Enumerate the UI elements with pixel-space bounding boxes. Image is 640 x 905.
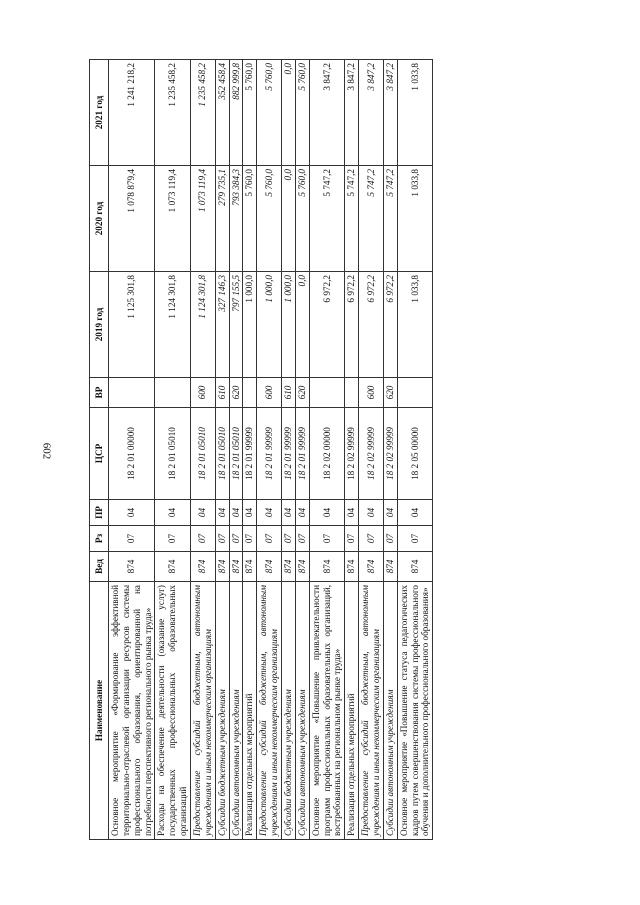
row-2019: 1 125 301,8	[109, 272, 155, 378]
row-2020: 5 760,0	[295, 166, 309, 272]
row-name: Реализация отдельных мероприятий	[243, 582, 257, 840]
row-pr: 04	[243, 500, 257, 526]
row-csr: 18 2 01 05010	[191, 408, 216, 500]
row-vr: 610	[215, 378, 229, 408]
table-row	[229, 60, 243, 840]
row-ved: 874	[191, 552, 216, 582]
row-pr: 04	[345, 500, 359, 526]
page-number: 602	[40, 442, 53, 460]
row-csr: 18 2 02 99999	[345, 408, 359, 500]
row-vr: 610	[282, 378, 296, 408]
row-vr	[243, 378, 257, 408]
row-2021: 3 847,2	[383, 60, 397, 166]
row-rz: 07	[282, 526, 296, 552]
table-row	[155, 60, 191, 840]
row-2020: 1 073 119,4	[191, 166, 216, 272]
header-csr: ЦСР	[90, 408, 109, 500]
row-vr	[109, 378, 155, 408]
row-2020: 793 384,3	[229, 166, 243, 272]
row-pr: 04	[383, 500, 397, 526]
row-csr: 18 2 02 99999	[359, 408, 384, 500]
row-2019: 0,0	[295, 272, 309, 378]
row-pr: 04	[257, 500, 282, 526]
row-vr: 600	[257, 378, 282, 408]
row-pr: 04	[309, 500, 345, 526]
table-row	[309, 60, 345, 840]
table-row	[243, 60, 257, 840]
row-2019: 1 124 301,8	[191, 272, 216, 378]
row-2020: 5 760,0	[243, 166, 257, 272]
row-pr: 04	[191, 500, 216, 526]
row-2021: 352 458,4	[215, 60, 229, 166]
row-2021: 5 760,0	[243, 60, 257, 166]
row-pr: 04	[229, 500, 243, 526]
row-vr	[345, 378, 359, 408]
row-vr: 620	[383, 378, 397, 408]
row-name: Основное мероприятие «Формирование эффективной территориально-отраслевой организации ресурсов системы профессионального образования, ориентированной на потребности перспективного регионального рынка труда»	[109, 582, 155, 840]
row-2019: 6 972,2	[345, 272, 359, 378]
row-ved: 874	[155, 552, 191, 582]
row-name: Субсидии автономным учреждениям	[383, 582, 397, 840]
row-csr: 18 2 01 05010	[229, 408, 243, 500]
row-rz: 07	[359, 526, 384, 552]
row-pr: 04	[215, 500, 229, 526]
header-pr: ПР	[90, 500, 109, 526]
table-row	[109, 60, 155, 840]
row-2021: 1 033,8	[397, 60, 433, 166]
row-name: Субсидии бюджетным учреждениям	[215, 582, 229, 840]
row-name: Расходы на обеспечение деятельности (оказание услуг) государственных профессиональных образовательных организаций	[155, 582, 191, 840]
row-pr: 04	[397, 500, 433, 526]
row-pr: 04	[295, 500, 309, 526]
row-ved: 874	[295, 552, 309, 582]
row-csr: 18 2 01 99999	[295, 408, 309, 500]
row-name: Реализация отдельных мероприятий	[345, 582, 359, 840]
row-pr: 04	[109, 500, 155, 526]
row-vr	[397, 378, 433, 408]
row-rz: 07	[295, 526, 309, 552]
budget-table	[89, 59, 433, 840]
row-ved: 874	[345, 552, 359, 582]
row-pr: 04	[155, 500, 191, 526]
row-ved: 874	[229, 552, 243, 582]
table-row	[282, 60, 296, 840]
row-ved: 874	[383, 552, 397, 582]
row-2020: 1 078 879,4	[109, 166, 155, 272]
row-2020: 5 747,2	[359, 166, 384, 272]
row-2019: 6 972,2	[359, 272, 384, 378]
table-header-row	[90, 60, 109, 840]
row-vr: 620	[229, 378, 243, 408]
row-2021: 1 235 458,2	[155, 60, 191, 166]
row-rz: 07	[345, 526, 359, 552]
row-name: Предоставление субсидий бюджетным, автономным учреждениям и иным некоммерческим организациям	[257, 582, 282, 840]
row-csr: 18 2 02 99999	[383, 408, 397, 500]
header-2019: 2019 год	[90, 272, 109, 378]
row-ved: 874	[215, 552, 229, 582]
row-2021: 3 847,2	[359, 60, 384, 166]
row-ved: 874	[257, 552, 282, 582]
row-rz: 07	[257, 526, 282, 552]
row-rz: 07	[309, 526, 345, 552]
table-row	[359, 60, 384, 840]
row-2019: 797 155,5	[229, 272, 243, 378]
row-ved: 874	[109, 552, 155, 582]
row-rz: 07	[109, 526, 155, 552]
header-vr: ВР	[90, 378, 109, 408]
header-name: Наименование	[90, 582, 109, 840]
header-2021: 2021 год	[90, 60, 109, 166]
row-csr: 18 2 01 99999	[243, 408, 257, 500]
row-rz: 07	[155, 526, 191, 552]
row-pr: 04	[359, 500, 384, 526]
row-2021: 5 760,0	[295, 60, 309, 166]
row-name: Субсидии автономным учреждениям	[295, 582, 309, 840]
row-2019: 1 033,8	[397, 272, 433, 378]
row-rz: 07	[383, 526, 397, 552]
row-2021: 1 235 458,2	[191, 60, 216, 166]
header-rz: Рз	[90, 526, 109, 552]
row-csr: 18 2 01 99999	[257, 408, 282, 500]
row-rz: 07	[243, 526, 257, 552]
row-2019: 327 146,3	[215, 272, 229, 378]
row-2021: 1 241 218,2	[109, 60, 155, 166]
row-csr: 18 2 01 05010	[215, 408, 229, 500]
row-ved: 874	[243, 552, 257, 582]
row-2019: 1 124 301,8	[155, 272, 191, 378]
row-csr: 18 2 02 00000	[309, 408, 345, 500]
budget-table-container	[89, 60, 547, 840]
row-2020: 1 033,8	[397, 166, 433, 272]
table-row	[257, 60, 282, 840]
row-csr: 18 2 01 00000	[109, 408, 155, 500]
row-vr	[309, 378, 345, 408]
row-rz: 07	[229, 526, 243, 552]
table-row	[383, 60, 397, 840]
row-2020: 279 735,1	[215, 166, 229, 272]
row-vr: 600	[359, 378, 384, 408]
row-2020: 5 760,0	[257, 166, 282, 272]
row-2021: 3 847,2	[345, 60, 359, 166]
row-2021: 0,0	[282, 60, 296, 166]
table-row	[295, 60, 309, 840]
row-ved: 874	[359, 552, 384, 582]
row-2019: 6 972,2	[309, 272, 345, 378]
table-row	[397, 60, 433, 840]
row-2020: 0,0	[282, 166, 296, 272]
row-name: Предоставление субсидий бюджетным, автономным учреждениям и иным некоммерческим организациям	[359, 582, 384, 840]
row-2019: 1 000,0	[257, 272, 282, 378]
row-2020: 5 747,2	[309, 166, 345, 272]
row-2020: 5 747,2	[383, 166, 397, 272]
row-2019: 1 000,0	[282, 272, 296, 378]
row-2020: 1 073 119,4	[155, 166, 191, 272]
row-vr: 600	[191, 378, 216, 408]
table-row	[215, 60, 229, 840]
row-pr: 04	[282, 500, 296, 526]
row-vr	[155, 378, 191, 408]
row-ved: 874	[282, 552, 296, 582]
row-2020: 5 747,2	[345, 166, 359, 272]
row-csr: 18 2 05 00000	[397, 408, 433, 500]
row-rz: 07	[397, 526, 433, 552]
header-ved: Вед	[90, 552, 109, 582]
row-2021: 5 760,0	[257, 60, 282, 166]
row-2021: 882 999,8	[229, 60, 243, 166]
row-name: Субсидии бюджетным учреждениям	[282, 582, 296, 840]
row-2021: 3 847,2	[309, 60, 345, 166]
table-row	[191, 60, 216, 840]
row-name: Основное мероприятие «Повышение привлекательности программ профессиональных образовательных организаций, востребованных на региональном рынке труда»	[309, 582, 345, 840]
row-csr: 18 2 01 99999	[282, 408, 296, 500]
row-rz: 07	[215, 526, 229, 552]
header-2020: 2020 год	[90, 166, 109, 272]
row-ved: 874	[397, 552, 433, 582]
row-csr: 18 2 01 05010	[155, 408, 191, 500]
row-rz: 07	[191, 526, 216, 552]
table-row	[345, 60, 359, 840]
row-name: Основное мероприятие «Повышение статуса педагогических кадров путем совершенствования системы профессионального обучения и дополнительного профессионального образования»	[397, 582, 433, 840]
row-2019: 6 972,2	[383, 272, 397, 378]
row-name: Предоставление субсидий бюджетным, автономным учреждениям и иным некоммерческим организациям	[191, 582, 216, 840]
row-ved: 874	[309, 552, 345, 582]
row-2019: 1 000,0	[243, 272, 257, 378]
row-vr: 620	[295, 378, 309, 408]
row-name: Субсидии автономным учреждениям	[229, 582, 243, 840]
